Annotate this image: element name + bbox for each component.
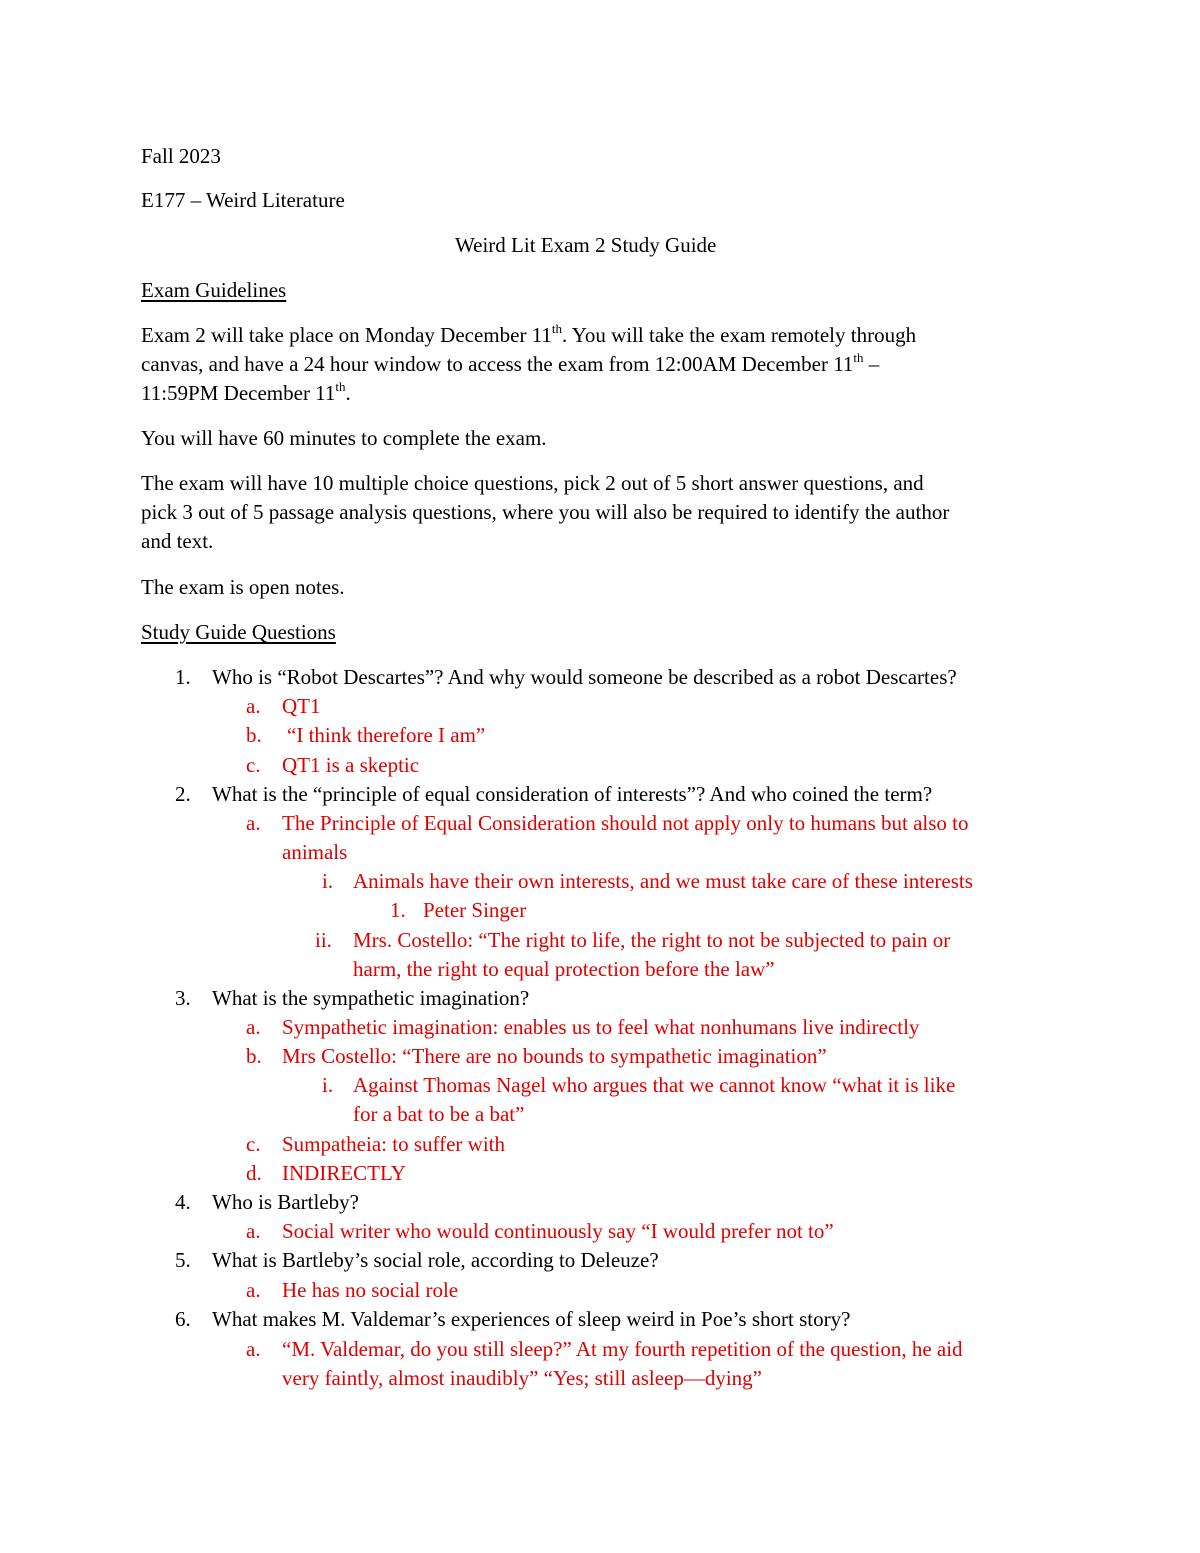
list-marker: b. — [246, 723, 262, 747]
answer-2a-line-2: animals — [282, 840, 348, 864]
text-run: canvas, and have a 24 hour window to access the exam from 12:00AM December 11 — [141, 352, 854, 376]
text-run: 11:59PM December 11 — [141, 381, 336, 405]
answer-2a-ii-line-2: harm, the right to equal protection before the law” — [353, 957, 775, 981]
answer-3b-i-line-2: for a bat to be a bat” — [353, 1102, 525, 1126]
list-number: 2. — [175, 782, 191, 806]
guidelines-paragraph-2: You will have 60 minutes to complete the exam. — [141, 426, 547, 450]
answer-1a: QT1 — [282, 694, 321, 718]
course-line: E177 – Weird Literature — [141, 188, 345, 212]
list-number: 6. — [175, 1307, 191, 1331]
answer-6a-line-1: “M. Valdemar, do you still sleep?” At my fourth repetition of the question, he aid — [282, 1337, 963, 1361]
list-number: 1. — [175, 665, 191, 689]
list-marker: a. — [246, 1278, 261, 1302]
list-marker: a. — [246, 1219, 261, 1243]
answer-6a-line-2: very faintly, almost inaudibly” “Yes; still asleep—dying” — [282, 1366, 763, 1390]
list-marker: a. — [246, 1337, 261, 1361]
list-marker: ii. — [315, 928, 332, 952]
list-marker: a. — [246, 694, 261, 718]
list-marker: i. — [322, 1073, 334, 1097]
answer-3b-i-line-1: Against Thomas Nagel who argues that we cannot know “what it is like — [353, 1073, 956, 1097]
answer-2a-i: Animals have their own interests, and we must take care of these interests — [353, 869, 973, 893]
question-3: What is the sympathetic imagination? — [212, 986, 530, 1010]
list-marker: a. — [246, 811, 261, 835]
guidelines-paragraph-4: The exam is open notes. — [141, 575, 345, 599]
question-1: Who is “Robot Descartes”? And why would someone be described as a robot Descartes? — [212, 665, 957, 689]
answer-3c: Sumpatheia: to suffer with — [282, 1132, 505, 1156]
list-marker: c. — [246, 753, 261, 777]
answer-1b: “I think therefore I am” — [287, 723, 486, 747]
superscript: th — [551, 321, 563, 336]
list-marker: b. — [246, 1044, 262, 1068]
list-marker: a. — [246, 1015, 261, 1039]
text-run: . — [345, 381, 351, 405]
answer-3d: INDIRECTLY — [282, 1161, 406, 1185]
study-guide-heading: Study Guide Questions — [141, 620, 336, 644]
text-run: . You will take the exam remotely through — [562, 323, 917, 347]
text-run: Exam 2 will take place on Monday December 11 — [141, 323, 552, 347]
list-marker: 1. — [390, 898, 406, 922]
list-marker: d. — [246, 1161, 262, 1185]
document-title: Weird Lit Exam 2 Study Guide — [455, 233, 717, 257]
list-marker: i. — [322, 869, 334, 893]
answer-2a-ii-line-1: Mrs. Costello: “The right to life, the right to not be subjected to pain or — [353, 928, 951, 952]
guidelines-paragraph-1-line-1 — [141, 321, 916, 350]
guidelines-paragraph-3-line-2: pick 3 out of 5 passage analysis questions, where you will also be required to identify the author — [141, 500, 950, 524]
question-5: What is Bartleby’s social role, according to Deleuze? — [212, 1248, 659, 1272]
guidelines-paragraph-3-line-1: The exam will have 10 multiple choice questions, pick 2 out of 5 short answer questions, and — [141, 471, 924, 495]
superscript: th — [853, 350, 864, 365]
list-number: 3. — [175, 986, 191, 1010]
list-marker: c. — [246, 1132, 261, 1156]
superscript: th — [335, 379, 346, 394]
term-line: Fall 2023 — [141, 144, 221, 168]
answer-5a: He has no social role — [282, 1278, 459, 1302]
list-number: 4. — [175, 1190, 191, 1214]
text-run: – — [863, 352, 880, 376]
guidelines-paragraph-1-line-3 — [141, 379, 351, 408]
answer-1c: QT1 is a skeptic — [282, 753, 420, 777]
answer-4a: Social writer who would continuously say “I would prefer not to” — [282, 1219, 834, 1243]
question-4: Who is Bartleby? — [212, 1190, 359, 1214]
guidelines-paragraph-3-line-3: and text. — [141, 529, 214, 553]
guidelines-paragraph-1-line-2 — [141, 350, 879, 379]
guidelines-heading: Exam Guidelines — [141, 278, 287, 302]
question-2: What is the “principle of equal consideration of interests”? And who coined the term? — [212, 782, 933, 806]
answer-3a: Sympathetic imagination: enables us to feel what nonhumans live indirectly — [282, 1015, 920, 1039]
answer-3b: Mrs Costello: “There are no bounds to sympathetic imagination” — [282, 1044, 827, 1068]
question-6: What makes M. Valdemar’s experiences of sleep weird in Poe’s short story? — [212, 1307, 851, 1331]
list-number: 5. — [175, 1248, 191, 1272]
answer-2a-line-1: The Principle of Equal Consideration should not apply only to humans but also to — [282, 811, 969, 835]
answer-2a-i-1: Peter Singer — [423, 898, 527, 922]
